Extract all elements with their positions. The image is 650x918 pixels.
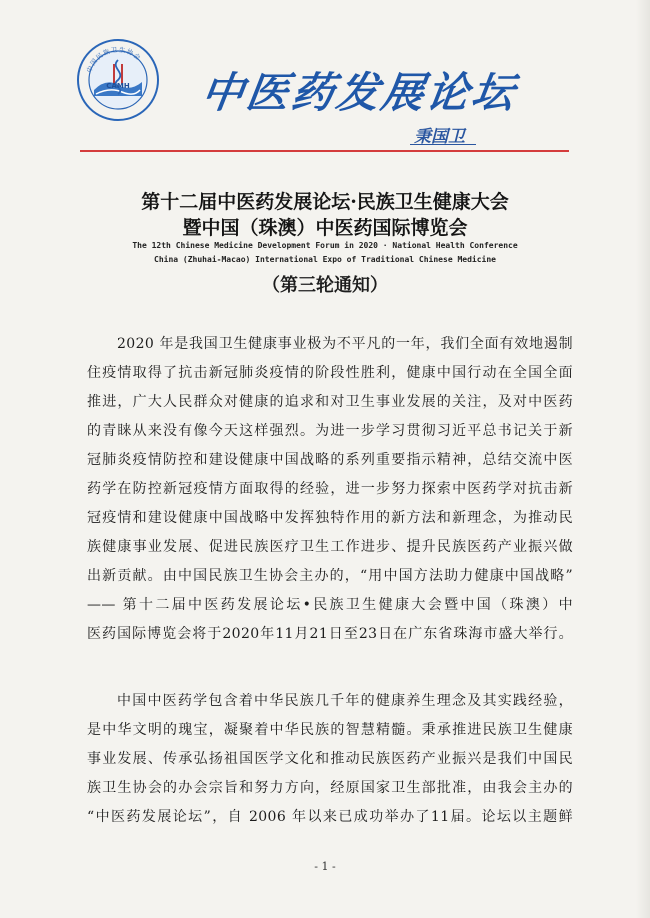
calligraphy-signature: 秉国卫 [414,127,465,147]
body-line: 冠肺炎疫情防控和建设健康中国战略的系列重要指示精神，总结交流中医 [87,452,573,468]
page-edge-shadow [636,0,650,918]
association-seal-logo [76,38,160,122]
title-line-2: 暨中国（珠澳）中医药国际博览会 [182,217,468,239]
body-line: “中医药发展论坛”，自 2006 年以来已成功举办了11届。论坛以主题鲜 [87,809,573,825]
signature-underline [410,144,476,145]
header-divider [80,150,569,152]
page-number: - 1 - [314,860,336,873]
body-line: 族卫生协会的办会宗旨和努力方向，经原国家卫生部批准，由我会主办的 [87,780,573,796]
svg-text:中国民族卫生协会: 中国民族卫生协会 [85,45,143,74]
english-title-line-2: China (Zhuhai-Macao) International Expo of Traditional Chinese Medicine [154,255,496,264]
title-line-1: 第十二届中医药发展论坛·民族卫生健康大会 [141,191,509,213]
english-title-line-1: The 12th Chinese Medicine Development Forum in 2020 · National Health Conference [132,241,518,250]
body-paragraph-1 [87,330,573,649]
body-line: 中国中医药学包含着中华民族几千年的健康养生理念及其实践经验， [117,693,573,709]
body-line: 出新贡献。由中国民族卫生协会主办的，“用中国方法助力健康中国战略” [87,568,573,584]
body-paragraph-2 [87,687,573,832]
notice-label: （第三轮通知） [262,275,388,296]
svg-text:CAMH: CAMH [106,82,130,90]
body-line: 药学在防控新冠疫情方面取得的经验，进一步努力探索中医药学对抗击新 [87,481,573,497]
body-line: 推进，广大人民群众对健康的追求和对卫生事业发展的关注，及对中医药 [87,394,573,410]
body-line: 事业发展、传承弘扬祖国医学文化和推动民族医药产业振兴是我们中国民 [87,751,573,767]
body-line: 医药国际博览会将于2020年11月21日至23日在广东省珠海市盛大举行。 [87,626,573,642]
body-line: 2020 年是我国卫生健康事业极为不平凡的一年，我们全面有效地遏制 [117,336,573,352]
body-line: —— 第十二届中医药发展论坛•民族卫生健康大会暨中国（珠澳）中 [87,597,573,613]
body-line: 是中华文明的瑰宝，凝聚着中华民族的智慧精髓。秉承推进民族卫生健康 [87,722,573,738]
body-line: 族健康事业发展、促进民族医疗卫生工作进步、提升民族医药产业振兴做 [87,539,573,555]
body-line: 住疫情取得了抗击新冠肺炎疫情的阶段性胜利，健康中国行动在全国全面 [87,365,573,381]
forum-title: 中医药发展论坛 [198,68,521,117]
body-line: 冠疫情和建设健康中国战略中发挥独特作用的新方法和新理念，为推动民 [87,510,573,526]
body-line: 的青睐从来没有像今天这样强烈。为进一步学习贯彻习近平总书记关于新 [87,423,573,439]
